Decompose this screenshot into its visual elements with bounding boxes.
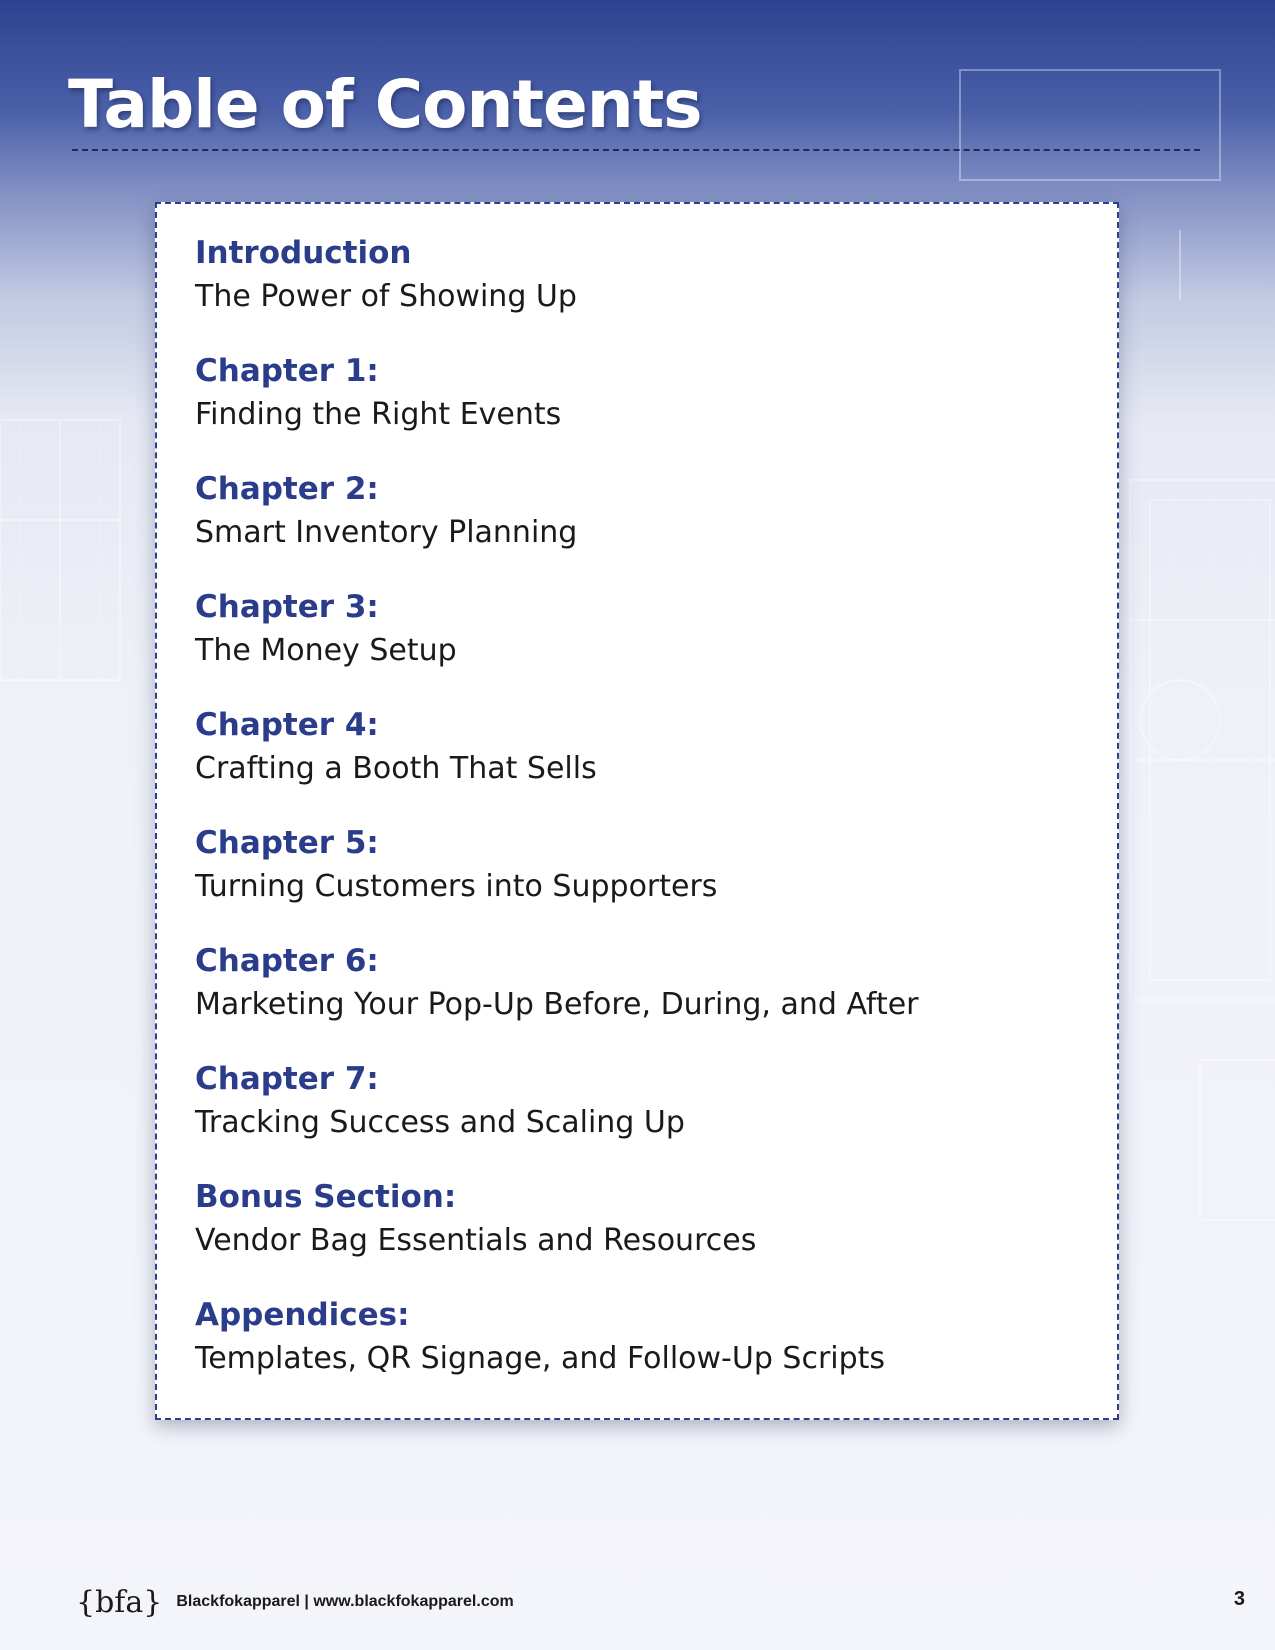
toc-subtitle: Marketing Your Pop-Up Before, During, and After <box>195 987 919 1022</box>
toc-heading: Chapter 5: <box>195 825 379 861</box>
toc-entry-bonus-section <box>195 1176 1117 1294</box>
toc-entry-chapter-3 <box>195 586 1117 704</box>
toc-heading: Chapter 7: <box>195 1061 379 1097</box>
toc-list <box>157 204 1117 1412</box>
toc-heading: Appendices: <box>195 1297 410 1333</box>
toc-entry-chapter-1 <box>195 350 1117 468</box>
toc-subtitle: Templates, QR Signage, and Follow-Up Scripts <box>195 1341 886 1376</box>
toc-entry-appendices <box>195 1294 1117 1412</box>
toc-entry-chapter-4 <box>195 704 1117 822</box>
page-number: 3 <box>1233 1588 1245 1610</box>
toc-entry-introduction <box>195 232 1117 350</box>
toc-entry-chapter-2 <box>195 468 1117 586</box>
toc-entry-chapter-6 <box>195 940 1117 1058</box>
page-footer <box>76 1580 514 1624</box>
toc-subtitle: Smart Inventory Planning <box>195 515 578 550</box>
footer-brand-text: Blackfokapparel | www.blackfokapparel.com <box>176 1593 514 1610</box>
page-title: Table of Contents <box>68 66 702 143</box>
toc-heading: Bonus Section: <box>195 1179 457 1215</box>
toc-heading: Chapter 1: <box>195 353 379 389</box>
toc-subtitle: The Money Setup <box>195 633 457 668</box>
brand-logo: {bfa} <box>76 1584 163 1620</box>
toc-heading: Chapter 3: <box>195 589 379 625</box>
title-divider <box>72 149 1200 151</box>
toc-entry-chapter-5 <box>195 822 1117 940</box>
toc-subtitle: Tracking Success and Scaling Up <box>195 1105 685 1140</box>
toc-subtitle: The Power of Showing Up <box>195 279 577 314</box>
toc-subtitle: Vendor Bag Essentials and Resources <box>195 1223 757 1258</box>
table-of-contents-box <box>155 202 1119 1420</box>
toc-subtitle: Crafting a Booth That Sells <box>195 751 597 786</box>
toc-heading: Introduction <box>195 235 412 271</box>
toc-heading: Chapter 4: <box>195 707 379 743</box>
toc-heading: Chapter 6: <box>195 943 379 979</box>
toc-subtitle: Turning Customers into Supporters <box>195 869 718 904</box>
toc-heading: Chapter 2: <box>195 471 379 507</box>
toc-subtitle: Finding the Right Events <box>195 397 562 432</box>
toc-entry-chapter-7 <box>195 1058 1117 1176</box>
